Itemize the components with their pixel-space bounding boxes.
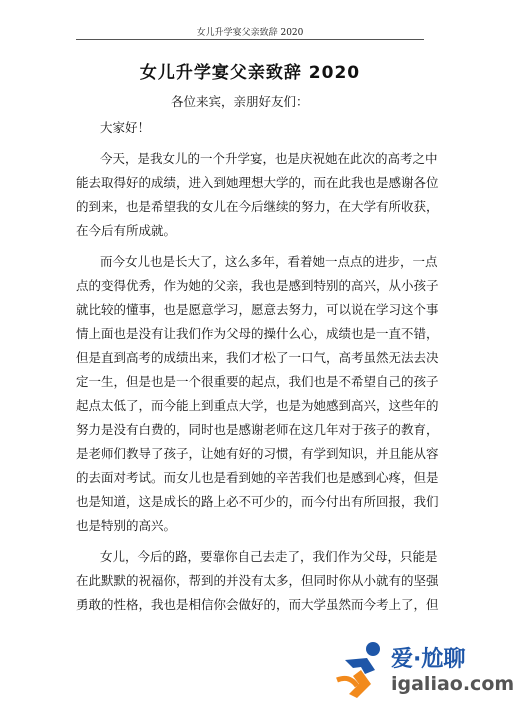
text-line: 但是直到高考的成绩出来，我们才松了一口气，高考虽然无法去决: [76, 350, 439, 365]
text-line: 情上面也是没有让我们作为父母的操什么心，成绩也是一直不错，: [76, 326, 439, 341]
runner-icon: [335, 640, 389, 702]
text-line: 是老师们教导了孩子，让她有好的习惯，有学到知识，并且能从容: [76, 446, 439, 461]
text-line: 定一生，但是也是一个很重要的起点，我们也是不希望自己的孩子: [76, 374, 439, 389]
paragraph: [76, 116, 424, 140]
text-line: 点的变得优秀，作为她的父亲，我也是感到特别的高兴，从小孩子: [76, 278, 439, 293]
text-line: 起点太低了，而今能上到重点大学，也是为她感到高兴，这些年的: [76, 398, 439, 413]
document-body: [76, 116, 439, 624]
greeting-line: 各位来宾，亲朋好友们：: [171, 94, 309, 109]
document-title: 女儿升学宴父亲致辞 2020: [139, 63, 361, 83]
brand-name: 爱·尬聊: [391, 647, 466, 672]
page-header: [76, 0, 424, 40]
text-line: 也是知道，这是成长的路上必不可少的，而今付出有所回报，我们: [76, 494, 439, 509]
paragraph: [76, 250, 439, 538]
text-line: 也是特别的高兴。: [76, 518, 177, 533]
text-line: 能去取得好的成绩，进入到她理想大学的，而在此我也是感谢各位: [76, 175, 439, 190]
header-text: 女儿升学宴父亲致辞 2020: [196, 28, 304, 38]
brand-url: igaliao.com: [391, 673, 514, 695]
text-line: 的去面对考试。而女儿也是看到她的辛苦我们也是感到心疼，但是: [76, 470, 439, 485]
text-line: 就比较的懂事，也是愿意学习，愿意去努力，可以说在学习这个事: [76, 302, 439, 317]
paragraph: [76, 147, 439, 243]
text-line: 勇敢的性格，我也是相信你会做好的，而大学虽然而今考上了，但: [76, 597, 439, 612]
text-line: 今天，是我女儿的一个升学宴，也是庆祝她在此次的高考之中: [100, 151, 438, 166]
text-line: 大家好！: [100, 120, 151, 135]
watermark-logo: [335, 638, 514, 708]
text-line: 而今女儿也是长大了，这么多年，看着她一点点的进步，一点: [100, 254, 438, 269]
text-line: 努力是没有白费的，同时也是感谢老师在这几年对于孩子的教育，: [76, 422, 439, 437]
text-line: 在此默默的祝福你，帮到的并没有太多，但同时你从小就有的坚强: [76, 573, 439, 588]
text-line: 在今后有所成就。: [76, 223, 177, 238]
text-line: 的到来，也是希望我的女儿在今后继续的努力，在大学有所收获，: [76, 199, 439, 214]
text-line: 女儿，今后的路，要靠你自己去走了，我们作为父母，只能是: [100, 549, 438, 564]
paragraph: [76, 545, 439, 617]
